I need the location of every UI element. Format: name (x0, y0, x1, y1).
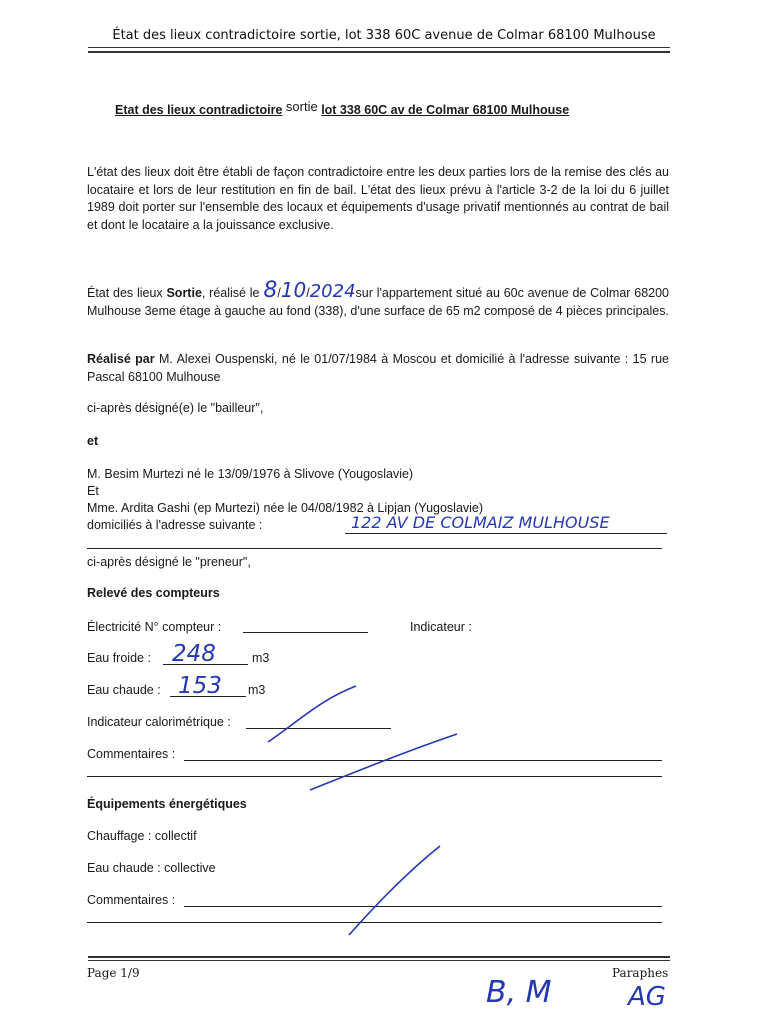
eau-chaude-label: Eau chaude : (87, 683, 161, 697)
initials-right-handwritten: AG (628, 982, 666, 1012)
initials-left-handwritten: B, M (486, 975, 552, 1010)
sortie-prefix: État des lieux (87, 286, 167, 300)
date-sep: / (277, 286, 281, 300)
date-year-handwritten: 2024 (309, 281, 356, 302)
date-sep: / (306, 286, 310, 300)
preneur-2: Mme. Ardita Gashi (ep Murtezi) née le 04/08/1982 à Lipjan (Yugoslavie) (87, 501, 484, 515)
preneur-line: ci-après désigné le "preneur", (87, 555, 251, 569)
compteurs-heading: Relevé des compteurs (87, 586, 220, 600)
chauffage-label: Chauffage : collectif (87, 829, 197, 843)
paraphes-label: Paraphes (612, 966, 669, 980)
footer-rule-thick (88, 956, 670, 958)
page-number: Page 1/9 (87, 966, 140, 980)
eau-froide-unit: m3 (252, 651, 270, 665)
domicile-label: domiciliés à l'adresse suivante : (87, 518, 263, 532)
compteurs-commentaires-label: Commentaires : (87, 747, 176, 761)
et-bold: et (87, 434, 99, 448)
calorimetrique-label: Indicateur calorimétrique : (87, 715, 231, 729)
running-header: État des lieux contradictoire sortie, lot 338 60C avenue de Colmar 68100 Mulhouse (112, 28, 656, 43)
sortie-mid: , réalisé le (201, 286, 264, 300)
strike-stroke-calorimetrique (268, 686, 356, 742)
eau-froide-label: Eau froide : (87, 651, 151, 665)
date-month-handwritten: 10 (280, 278, 307, 302)
sortie-suffix: sur l'appartement situé au 60c avenue de Colmar 68200 Mulhouse 3eme étage à gauche au fond (338), d'une surface de 65 m2 composé de 4 pièces principales. (87, 286, 669, 318)
preneur-1: M. Besim Murtezi né le 13/09/1976 à Slivove (Yougoslavie) (87, 467, 414, 481)
sortie-bold: Sortie (166, 286, 202, 300)
eau-chaude-collective-label: Eau chaude : collective (87, 861, 216, 875)
domicile-handwritten: 122 AV DE COLMAIZ MULHOUSE (351, 513, 610, 532)
eau-chaude-unit: m3 (248, 683, 266, 697)
indicateur-label: Indicateur : (410, 620, 472, 634)
strike-stroke-commentaires (310, 734, 457, 790)
intro-paragraph: L'état des lieux doit être établi de façon contradictoire entre les deux parties lors de la remise des clés au locataire et lors de leur restitution en fin de bail. L'état des lieux prévu à l'article 3-2 de la loi du 6 juillet 1989 doit porter sur l'ensemble des locaux et équipements d'usage privatif mentionnés au contrat de bail et dont le locataire a la jouissance exclusive. (87, 165, 669, 232)
footer-rule (88, 960, 670, 961)
strike-stroke-equipements (349, 846, 440, 935)
realise-bold: Réalisé par (87, 352, 155, 366)
eau-chaude-handwritten: 153 (178, 673, 222, 699)
title-part1: Etat des lieux contradictoire (115, 103, 283, 117)
bailleur-line: ci-après désigné(e) le "bailleur", (87, 401, 264, 415)
title-part3: lot 338 60C av de Colmar 68100 Mulhouse (321, 103, 570, 117)
date-day-handwritten: 8 (263, 278, 278, 303)
realise-text: M. Alexei Ouspenski, né le 01/07/1984 à Moscou et domicilié à l'adresse suivante : 15 rue Pascal 68100 Mulhouse (87, 352, 670, 384)
eau-froide-handwritten: 248 (172, 641, 216, 667)
et-plain: Et (87, 484, 99, 498)
electricite-label: Électricité N° compteur : (87, 620, 222, 634)
equipements-commentaires-label: Commentaires : (87, 893, 176, 907)
title-part2: sortie (285, 99, 318, 114)
equipements-heading: Équipements énergétiques (87, 797, 247, 811)
